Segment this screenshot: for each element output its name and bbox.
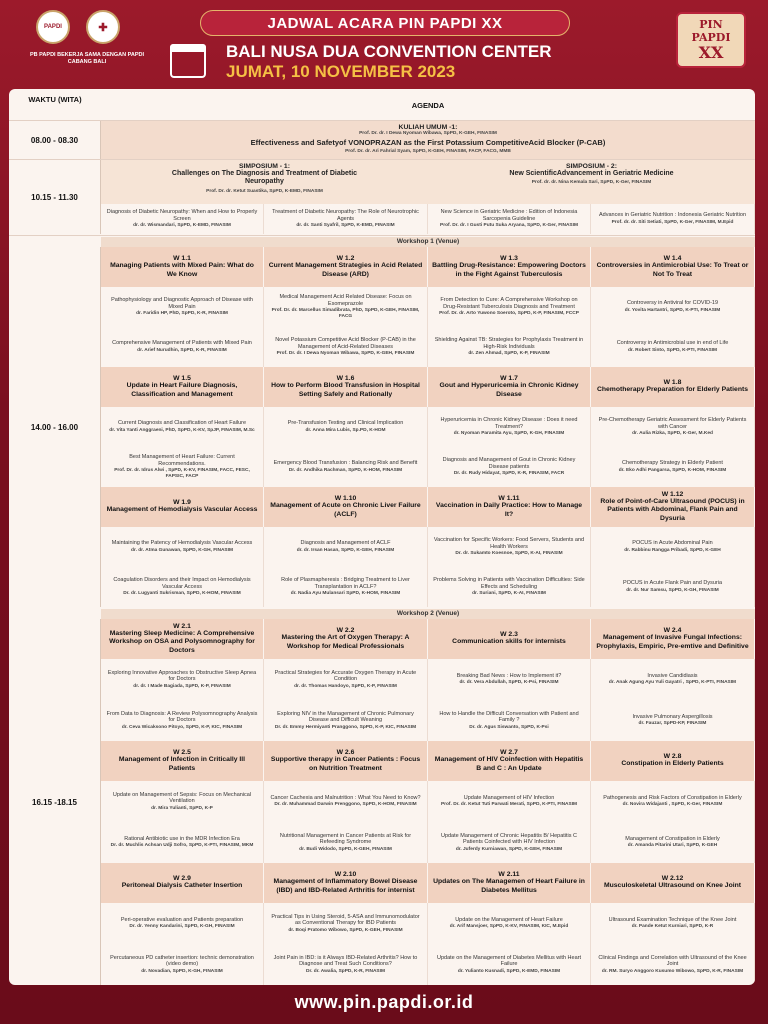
- simposium-2-talk-1: New Science in Geriatric Medicine : Edition of Indonesia Sarcopenia Guideline Prof. Dr. dr. I Gusti Putu Suka Aryana, SpPD, K-Ger, FINASIM: [428, 204, 591, 234]
- workshop-talk: From Detection to Cure: A Comprehensive Workshop on Drug-Resistant Tuberculosis Diagnosis and Treatment Prof. Dr. dr. Arto Yuwono Soeroto, SpPD, K-P, FINASIM, FCCP: [428, 287, 591, 327]
- workshop-talk: Novel Potassium Competitive Acid Blocker (P-CAB) in the Management of Acid-Related Diseases Prof. Dr. dr. I Dewa Nyoman Wibawa, SpPD, K-GEH, FINASIM: [264, 327, 428, 367]
- bali-logo-icon: ✚: [86, 10, 120, 44]
- simposium-1-talk-2: Treatment of Diabetic Neuropathy: The Role of Neurotrophic Agents dr. dr. Santi Syafril, SpPD, K-EMD, FINASIM: [264, 204, 428, 234]
- simposium-1-talk-1: Diagnosis of Diabetic Neuropathy: When and How to Properly Screen dr. dr. Wismandari, SpPD, K-EMD, FINASIM: [101, 204, 264, 234]
- workshop-talk: Nutritional Management in Cancer Patients at Risk for Refeeding Syndrome dr. Budi Widodo, SpPD, K-GEH, FINASIM: [264, 822, 428, 863]
- workshop-talk: Practical Tips in Using Steroid, 5-ASA and Immunomodulator as Conventional Therapy for IBD Patients dr. Boqi Pratomo Wibowo, SpPD, K-GEH, FINASIM: [264, 903, 428, 944]
- workshop-header: W 1.6 How to Perform Blood Transfusion in Hospital Setting Safely and Rationally: [264, 367, 428, 407]
- workshop-talk: Exploring Innovative Approaches to Obstructive Sleep Apnea for Doctors dr. dr. I Made Bagiada, SpPD, K-P, FINASIM: [101, 659, 264, 700]
- workshop-header: W 2.10 Management of Inflammatory Bowel Disease (IBD) and IBD-Related Arthritis for internist: [264, 863, 428, 903]
- simposium-2-talk-2: Advances in Geriatric Nutrition : Indonesia Geriatric Nutrition Prof. dr. dr. Siti Setiati, SpPD, K-Ger, FINASIM, M.Epid: [591, 204, 755, 234]
- workshop-header: W 1.11 Vaccination in Daily Practice: How to Manage It?: [428, 487, 591, 527]
- workshop-talk: Percutaneous PD catheter insertion: technic demonstration (video demo) dr. Novadian, SpPD, K-GH, FINASIM: [101, 944, 264, 985]
- schedule-table: [9, 89, 755, 985]
- organizer-line: PB PAPDI BEKERJA SAMA DENGAN PAPDI CABANG BALI: [30, 52, 144, 66]
- workshop-talk: Pre-Transfusion Testing and Clinical Implication dr. Anna Mira Lubis, Sp.PD, K-HOM: [264, 407, 428, 447]
- workshop-talk: Controversy in Antiviral for COVID-19 dr. Yovita Hartantri, SpPD, K-PTI, FINASIM: [591, 287, 755, 327]
- venue-name: BALI NUSA DUA CONVENTION CENTER: [226, 42, 552, 61]
- time-workshop-1: 14.00 - 16.00: [9, 247, 101, 607]
- workshop-talk: Vaccination for Specific Workers: Food Servers, Students and Health Workers Dr. dr. Sukamto Koesnoe, SpPD, K-AI, FINASIM: [428, 527, 591, 567]
- workshop-talk: Clinical Findings and Correlation with Ultrasound of the Knee Joint dr. RM. Suryo Anggoro Kusumo Wibowo, SpPD, K-R, FINASIM: [591, 944, 755, 985]
- workshop-talk: Comprehensive Management of Patients with Mixed Pain dr. Arief Nurudhin, SpPD, K-R, FINASIM: [101, 327, 264, 367]
- header: [0, 0, 768, 88]
- workshop-talk: Update Management of Chronic Hepatitis B/ Hepatitis C Patients Coinfected with HIV Infection dr. Juferdy Kurniawan, SpPD, K-GEH, FINASIM: [428, 822, 591, 863]
- workshop-talk: POCUS in Acute Abdominal Pain dr. Rabbinu Rangga Pribadi, SpPD, K-GEH: [591, 527, 755, 567]
- workshop-header: W 1.8 Chemotherapy Preparation for Elderly Patients: [591, 367, 755, 407]
- workshop-header: W 2.12 Musculoskeletal Ultrasound on Knee Joint: [591, 863, 755, 903]
- workshop-talk: Hyperuricemia in Chronic Kidney Disease : Does it need Treatment? dr. Nyoman Paramita Ayu, SpPD, K-GH, FINASIM: [428, 407, 591, 447]
- workshop-talk: Shielding Against TB: Strategies for Prophylaxis Treatment in High-Risk Individuals dr. Zen Ahmad, SpPD, K-P, FINASIM: [428, 327, 591, 367]
- workshop-header: W 2.1 Mastering Sleep Medicine: A Comprehensive Workshop on OSA and Polysomnography for Doctors: [101, 619, 264, 659]
- workshop-header: W 1.3 Battling Drug-Resistance: Empowering Doctors in the Fight Against Tuberculosis: [428, 247, 591, 287]
- workshop-talk: Invasive Pulmonary Aspergillosis dr. Fauzar, SpPD-KP, FINASIM: [591, 700, 755, 741]
- workshop-talk: Joint Pain in IBD: is it Always IBD-Related Arthritis? How to Diagnose and Treat Such Conditions? Dr. dr. Awalia, SpPD, K-R, FINASIM: [264, 944, 428, 985]
- workshop-talk: How to Handle the Difficult Conversation with Patient and Family ? Dr. dr. Agus Siswanto, SpPD, K-Psi: [428, 700, 591, 741]
- workshop-talk: Breaking Bad News : How to Implement it? dr. dr. Vera Abdullah, SpPD, K-Psi, FINASIM: [428, 659, 591, 700]
- simposium-2: SIMPOSIUM - 2: New ScientificAdvancement in Geriatric Medicine Prof. dr. dr. Nina Kemala Sari, SpPD, K-Ger, FINASIM: [428, 160, 755, 204]
- workshop-1-label: Workshop 1 (Venue): [101, 237, 755, 247]
- time-simposium: 10.15 - 11.30: [9, 160, 101, 234]
- website-link[interactable]: www.pin.papdi.or.id: [294, 992, 474, 1012]
- workshop-talk: Medical Management Acid Related Disease: Focus on Esomeprazole Prof. Dr. dr. Marcellus Simadibrata, PhD, SpPD, K-GEH, FINASIM, FACG: [264, 287, 428, 327]
- workshop-talk: Controversy in Antimicrobial use in end of Life dr. Robert Sinto, SpPD, K-PTI, FINASIM: [591, 327, 755, 367]
- workshop-talk: Role of Plasmapheresis : Bridging Treatment to Liver Transplantation in ACLF? dr. Nadia Ayu Mulansari SpPD, K-HOM, FINASIM: [264, 567, 428, 607]
- workshop-header: W 2.8 Constipation in Elderly Patients: [591, 741, 755, 781]
- workshop-header: W 1.1 Managing Patients with Mixed Pain: What do We Know: [101, 247, 264, 287]
- workshop-talk: Problems Solving in Patients with Vaccination Difficulties: Side Effects and Scheduling dr. Suriani, SpPD, K-AI, FINASIM: [428, 567, 591, 607]
- workshop-talk: Update on the Management of Heart Failure dr. Arif Mansjoer, SpPD, K-KV, FINASIM, KIC, M.Epid: [428, 903, 591, 944]
- col-time-header: WAKTU (WITA): [28, 95, 82, 104]
- workshop-talk: From Data to Diagnosis: A Review Polysomnography Analysis for Doctors dr. Ceva Wicaksono Pitoyo, SpPD, K-P, KIC, FINASIM: [101, 700, 264, 741]
- workshop-header: W 1.12 Role of Point-of-Care Ultrasound (POCUS) in Patients with Abdominal, Flank Pain and Dysuria: [591, 487, 755, 527]
- workshop-talk: Pre-Chemotherapy Geriatric Assessment for Elderly Patients with Cancer dr. Aulia Rizka, SpPD, K-Ger, M.Ked: [591, 407, 755, 447]
- workshop-header: W 1.4 Controversies in Antimicrobial Use: To Treat or Not To Treat: [591, 247, 755, 287]
- papdi-logo-icon: PAPDI: [36, 10, 70, 44]
- workshop-talk: POCUS in Acute Flank Pain and Dysuria dr. dr. Nur Samsu, SpPD, K-GH, FINASIM: [591, 567, 755, 607]
- workshop-header: W 2.5 Management of Infection in Critically Ill Patients: [101, 741, 264, 781]
- workshop-talk: Diagnosis and Management of Gout in Chronic Kidney Disease patients Dr. dr. Rudy Hidayat, SpPD, K-R, FINASIM, FACR: [428, 447, 591, 487]
- workshop-talk: Diagnosis and Management of ACLF dr. dr. Irsan Hasan, SpPD, K-GEH, FINASIM: [264, 527, 428, 567]
- workshop-header: W 2.7 Management of HIV Coinfection with Hepatitis B and C : An Update: [428, 741, 591, 781]
- col-agenda-header: AGENDA: [411, 101, 445, 110]
- workshop-header: W 2.6 Supportive therapy in Cancer Patients : Focus on Nutrition Treatment: [264, 741, 428, 781]
- workshop-talk: Update Management of HIV Infection Prof. Dr. dr. Ketut Tuti Parwati Merati, SpPD, K-PTI, FINASIM: [428, 781, 591, 822]
- workshop-header: W 1.7 Gout and Hyperuricemia in Chronic Kidney Disease: [428, 367, 591, 407]
- simposium-1: SIMPOSIUM - 1: Challenges on The Diagnosis and Treatment of Diabetic Neuropathy Prof. Dr. dr. Ketut Suastika, SpPD, K-EMD, FINASIM: [101, 160, 428, 204]
- workshop-talk: Update on Management of Sepsis: Focus on Mechanical Ventilation dr. Mira Yulianti, SpPD, K-P: [101, 781, 264, 822]
- time-workshop-2: 16.15 -18.15: [9, 619, 101, 985]
- workshop-header: W 2.9 Peritoneal Dialysis Catheter Insertion: [101, 863, 264, 903]
- event-date: JUMAT, 10 NOVEMBER 2023: [226, 62, 456, 81]
- kuliah-umum: KULIAH UMUM -1: Prof. Dr. dr. I Dewa Nyoman Wibawa, SpPD, K-GEH, FINASIM Effectiveness and Safetyof VONOPRAZAN as the First Potassium CompetitiveAcid Blocker (P-CAB) Prof. Dr. dr. Ari Fahrial Syam, SpPD, K-GEH, FINASIM, FACP, FACG, MMB: [101, 121, 755, 159]
- workshop-header: W 2.2 Mastering the Art of Oxygen Therapy: A Workshop for Medical Professionals: [264, 619, 428, 659]
- workshop-talk: Emergency Blood Transfusion : Balancing Risk and Benefit Dr. dr. Andhika Rachman, SpPD, K-HOM, FINASIM: [264, 447, 428, 487]
- workshop-talk: Chemotherapy Strategy in Elderly Patient dr. Eko Adhi Pangarsa, SpPD, K-HOM, FINASIM: [591, 447, 755, 487]
- calendar-icon: [170, 44, 206, 78]
- workshop-talk: Peri-operative evaluation and Patients preparation Dr. dr. Yenny Kandarini, SpPD, K-GH, FINASIM: [101, 903, 264, 944]
- workshop-talk: Practical Strategies for Accurate Oxygen Therapy in Acute Condition dr. dr. Thomas Handoyo, SpPD, K-P, FINASIM: [264, 659, 428, 700]
- workshop-talk: Pathogenesis and Risk Factors of Constipation in Elderly dr. Novira Widajanti , SpPD, K-Ger, FINASIM: [591, 781, 755, 822]
- workshop-talk: Exploring NIV in the Management of Chronic Pulmonary Disease and Difficult Weaning Dr. dr. Emmy Hermiyanti Pranggono, SpPD, K-P, KIC, FINASIM: [264, 700, 428, 741]
- workshop-header: W 2.3 Communication skills for internists: [428, 619, 591, 659]
- workshop-header: W 1.9 Management of Hemodialysis Vascular Access: [101, 487, 264, 527]
- workshop-talk: Management of Constipation in Elderly dr. Amanda Pitarini Utari, SpPD, K-GEH: [591, 822, 755, 863]
- workshop-header: W 1.2 Current Management Strategies in Acid Related Disease (ARD): [264, 247, 428, 287]
- workshop-talk: Invasive Candidiasis dr. Anak Agung Ayu Yuli Gayatri , SpPD, K-PTI, FINASIM: [591, 659, 755, 700]
- workshop-2-label: Workshop 2 (Venue): [101, 609, 755, 619]
- page-title: JADWAL ACARA PIN PAPDI XX: [200, 10, 570, 36]
- workshop-talk: Maintaining the Patency of Hemodialysis Vascular Access dr. dr. Atma Gunawan, SpPD, K-GH, FINASIM: [101, 527, 264, 567]
- workshop-talk: Update on the Management of Diabetes Mellitus with Heart Failure dr. Yulianto Kusnadi, SpPD, K-EMD, FINASIM: [428, 944, 591, 985]
- event-badge: PIN PAPDI XX: [676, 12, 746, 68]
- workshop-header: W 1.10 Management of Acute on Chronic Liver Failure (ACLF): [264, 487, 428, 527]
- workshop-talk: Best Management of Heart Failure: Current Recommendations. Prof. Dr. dr. Idrus Alwi , SpPD, K-KV, FINASIM, FACC, FESC, FAPSIC, FACP: [101, 447, 264, 487]
- workshop-talk: Rational Antibiotic use in the MDR Infection Era Dr. dr. Muchlis Achsan Udji Sofro, SpPD, K-PTI, FINASIM, MKM: [101, 822, 264, 863]
- time-kuliah: 08.00 - 08.30: [9, 121, 101, 159]
- workshop-talk: Pathophysiology and Diagnostic Approach of Disease with Mixed Pain dr. Faridin HP, PhD, SpPD, K-R, FINASIM: [101, 287, 264, 327]
- workshop-talk: Current Diagnosis and Classification of Heart Failure dr. Vita Yanti Anggraeni, PhD, SpPD, K-KV, SpJP, FINASIM, M.Sc: [101, 407, 264, 447]
- workshop-talk: Coagulation Disorders and their Impact on Hemodialysis Vascular Access Dr. dr. Lugyanti Sukrisman, SpPD, K-HOM, FINASIM: [101, 567, 264, 607]
- workshop-talk: Ultrasound Examination Technique of the Knee Joint dr. Pande Ketut Kurniari, SpPD, K-R: [591, 903, 755, 944]
- workshop-header: W 2.11 Updates on The Managemen of Heart Failure in Diabetes Mellitus: [428, 863, 591, 903]
- workshop-talk: Cancer Cachexia and Malnutrition : What You Need to Know? Dr. dr. Muhammad Darwin Prenggono, SpPD, K-HOM, FINASIM: [264, 781, 428, 822]
- workshop-header: W 2.4 Management of Invasive Fungal Infections: Prophylaxis, Empiric, Pre-emtive and Definitive: [591, 619, 755, 659]
- workshop-header: W 1.5 Update in Heart Failure Diagnosis, Classification and Management: [101, 367, 264, 407]
